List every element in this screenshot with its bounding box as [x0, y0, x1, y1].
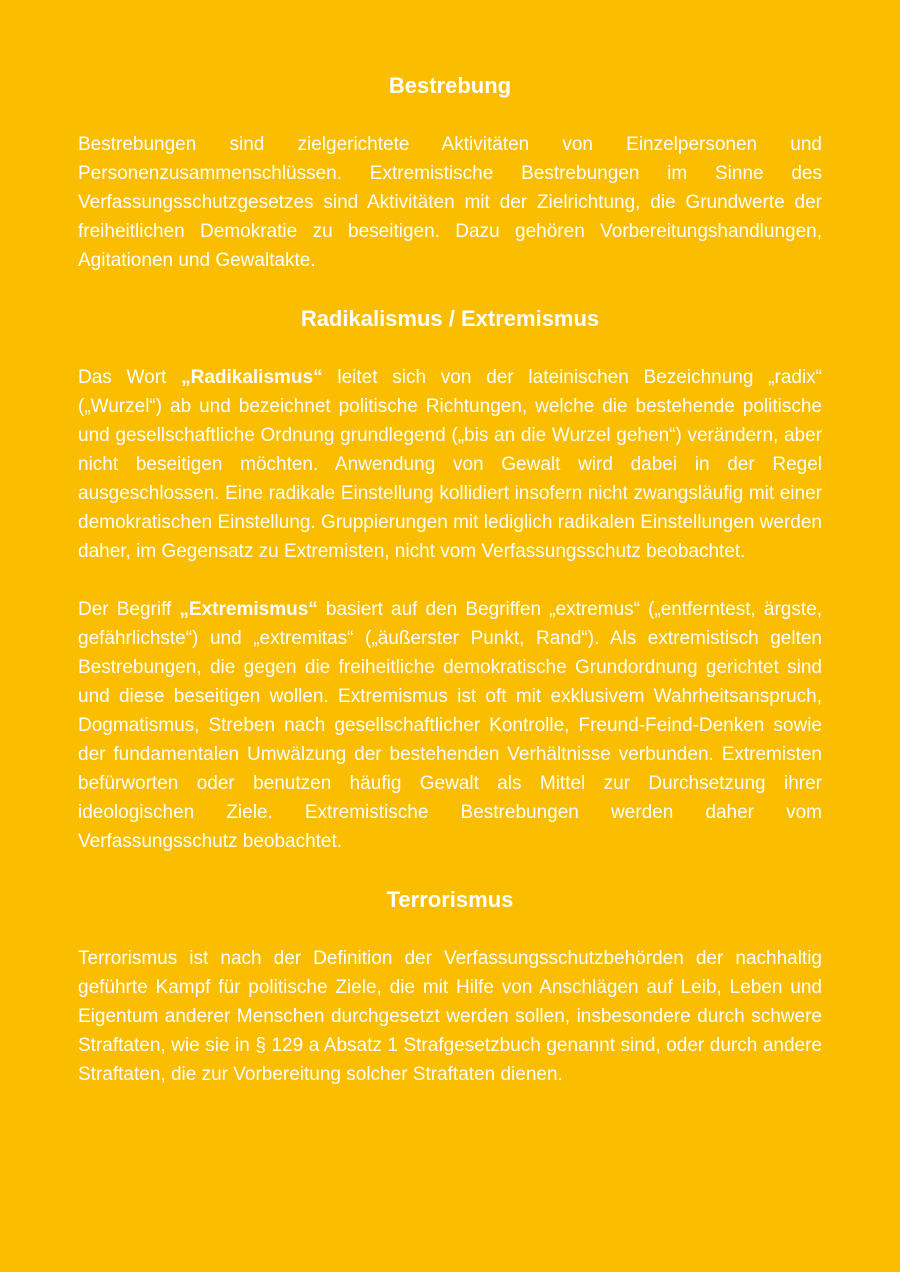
- heading-radikalismus-extremismus: Radikalismus / Extremismus: [300, 306, 600, 331]
- paragraph-extremismus-body: basiert auf den Begriffen „extremus“ („entferntest, ärgste, gefährlichste“) und „extremitas“ („äußerster Punkt, Rand“). Als extremistisch gelten Bestrebungen, die gegen die freiheitliche demokratische Grundordnung gerichtet sind und diese beseitigen wollen. Extremismus ist oft mit exklusivem Wahrheitsanspruch, Dogmatismus, Streben nach gesellschaftlicher Kontrolle, Freund-Feind-Denken sowie der fundamentalen Umwälzung der bestehenden Verhältnisse verbunden. Extremisten befürworten oder benutzen häufig Gewalt als Mittel zur Durchsetzung ihrer ideologischen Ziele. Extremistische Bestrebungen werden daher vom Verfassungsschutz beobachtet.: [78, 599, 822, 852]
- paragraph-extremismus-intro: Der Begriff: [78, 599, 180, 620]
- paragraph-terrorismus: Terrorismus ist nach der Definition der Verfassungsschutzbehörden der nachhaltig geführte Kampf für politische Ziele, die mit Hilfe von Anschlägen auf Leib, Leben und Eigentum anderer Menschen durchgesetzt werden sollen, insbesondere durch schwere Straftaten, wie sie in § 129 a Absatz 1 Strafgesetzbuch genannt sind, oder durch andere Straftaten, die zur Vorbereitung solcher Straftaten dienen.: [78, 948, 822, 1085]
- paragraph-radikalismus: [78, 363, 822, 566]
- term-extremismus: „Extremismus“: [179, 599, 318, 620]
- paragraph-radikalismus-body: leitet sich von der lateinischen Bezeichnung „radix“ („Wurzel“) ab und bezeichnet politische Richtungen, welche die bestehende politische und gesellschaftliche Ordnung grundlegend („bis an die Wurzel gehen“) verändern, aber nicht beseitigen möchten. Anwendung von Gewalt wird dabei in der Regel ausgeschlossen. Eine radikale Einstellung kollidiert insofern nicht zwangsläufig mit einer demokratischen Einstellung. Gruppierungen mit lediglich radikalen Einstellungen werden daher, im Gegensatz zu Extremisten, nicht vom Verfassungsschutz beobachtet.: [78, 367, 823, 562]
- paragraph-radikalismus-intro: Das Wort: [78, 367, 182, 388]
- paragraph-extremismus: [78, 595, 822, 856]
- term-radikalismus: „Radikalismus“: [181, 367, 323, 388]
- heading-terrorismus: Terrorismus: [386, 887, 514, 912]
- heading-bestrebung: Bestrebung: [388, 73, 512, 98]
- paragraph-bestrebung: Bestrebungen sind zielgerichtete Aktivitäten von Einzelpersonen und Personenzusammenschlüssen. Extremistische Bestrebungen im Sinne des Verfassungsschutzgesetzes sind Aktivitäten mit der Zielrichtung, die Grundwerte der freiheitlichen Demokratie zu beseitigen. Dazu gehören Vorbereitungshandlungen, Agitationen und Gewaltakte.: [78, 134, 822, 271]
- page-edge: [0, 1272, 900, 1276]
